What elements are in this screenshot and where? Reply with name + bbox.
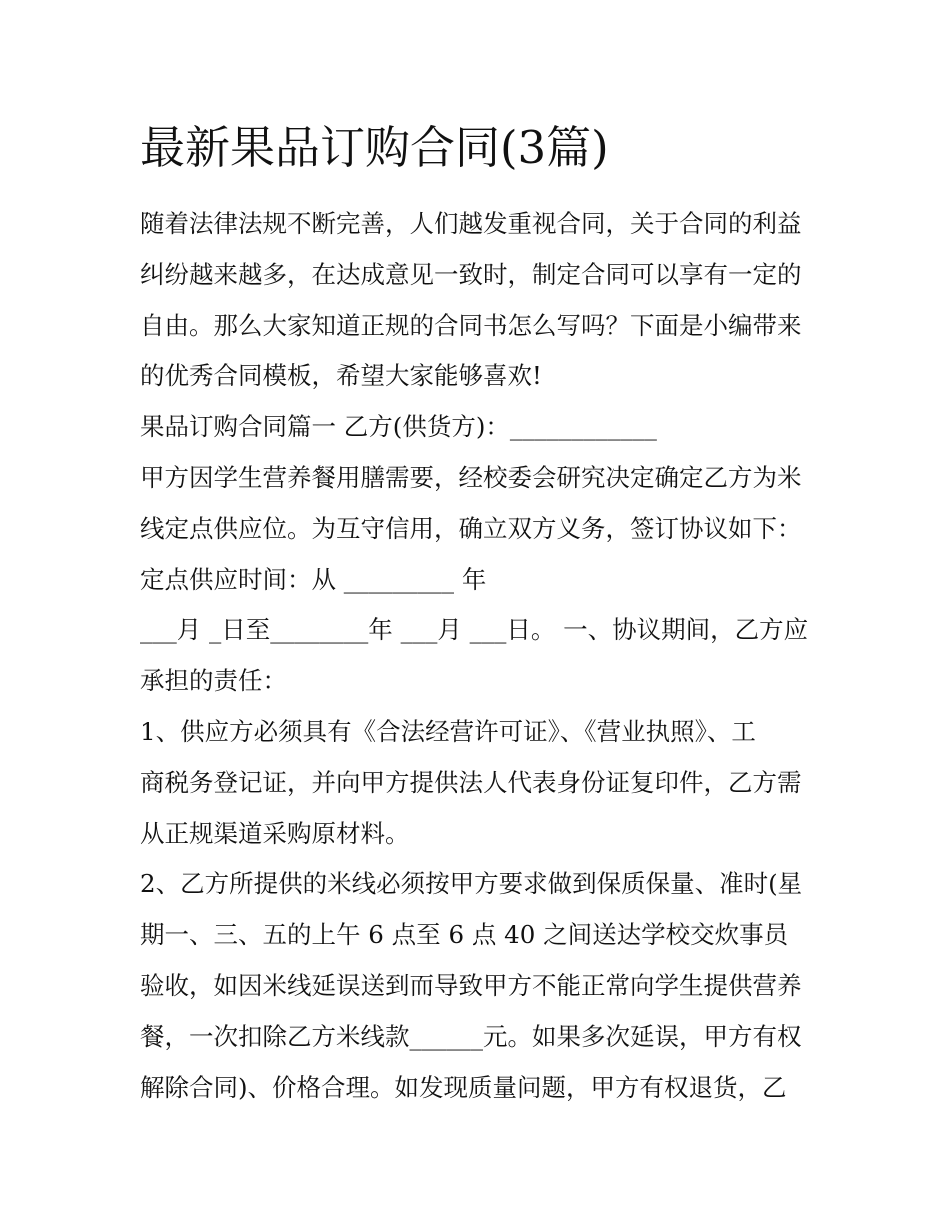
body-text-line: 验收，如因米线延误送到而导致甲方不能正常向学生提供营养 — [140, 970, 802, 1000]
body-text-line: 定点供应时间：从 _________ 年 — [140, 564, 487, 594]
body-text-line: 纠纷越来越多，在达成意见一致时，制定合同可以享有一定的 — [140, 259, 802, 289]
body-text-line: 承担的责任： — [140, 666, 287, 696]
body-text-line: 餐，一次扣除乙方米线款______元。如果多次延误，甲方有权 — [140, 1021, 802, 1051]
document-title: 最新果品订购合同(3篇) — [140, 121, 609, 174]
body-text-line: 2、乙方所提供的米线必须按甲方要求做到保质保量、准时(星 — [140, 869, 803, 899]
body-text-line: 从正规渠道采购原材料。 — [140, 818, 410, 848]
body-text-line: ___月 _日至________年 ___月 ___日。 一、协议期间，乙方应 — [140, 615, 809, 645]
body-text-line: 果品订购合同篇一 乙方(供货方)：____________ — [140, 412, 657, 442]
body-text-line: 甲方因学生营养餐用膳需要，经校委会研究决定确定乙方为米 — [140, 462, 802, 492]
body-text-line: 线定点供应位。为互守信用，确立双方义务，签订协议如下： — [140, 513, 802, 543]
body-text-line: 随着法律法规不断完善，人们越发重视合同，关于合同的利益 — [140, 209, 802, 238]
document-body — [140, 199, 820, 1113]
body-text-line: 1、供应方必须具有《合法经营许可证》、《营业执照》、工 — [140, 716, 756, 746]
body-text-line: 期一、三、五的上午 6 点至 6 点 40 之间送达学校交炊事员 — [140, 920, 789, 950]
body-text-line: 解除合同)、价格合理。如发现质量问题，甲方有权退货，乙 — [140, 1072, 787, 1102]
body-text-line: 商税务登记证，并向甲方提供法人代表身份证复印件，乙方需 — [140, 767, 802, 797]
body-text-line: 自由。那么大家知道正规的合同书怎么写吗？下面是小编带来 — [140, 310, 802, 340]
body-text-line: 的优秀合同模板，希望大家能够喜欢! — [140, 361, 542, 391]
